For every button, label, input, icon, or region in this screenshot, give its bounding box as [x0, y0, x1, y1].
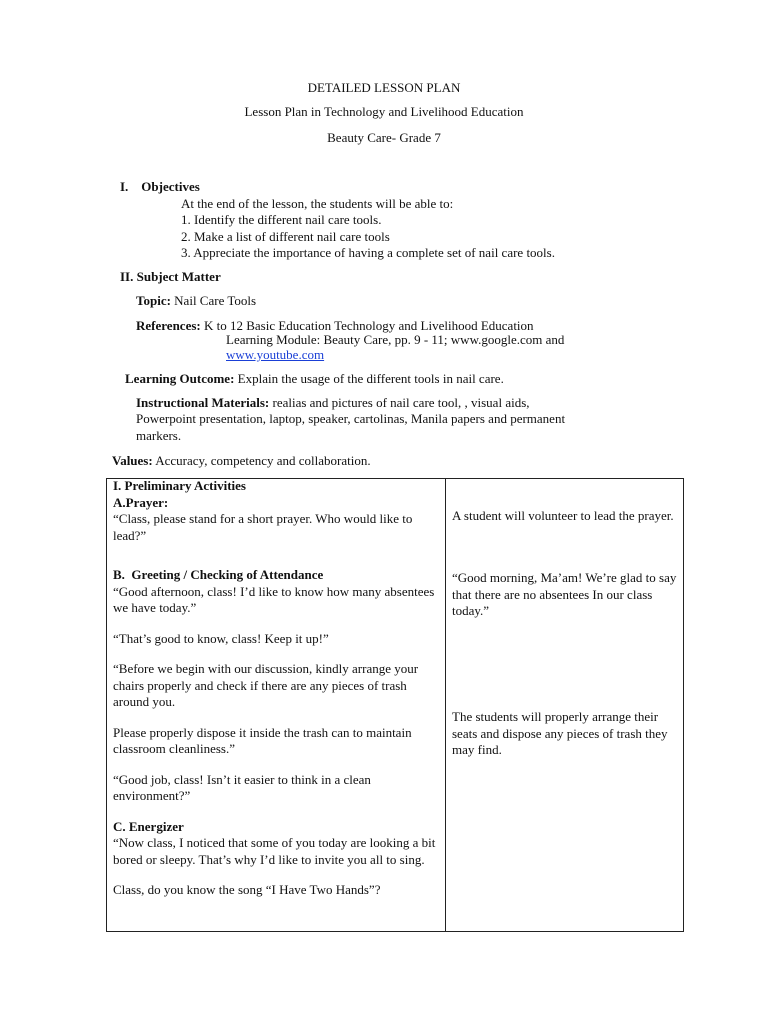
subject-matter-heading: II. Subject Matter	[120, 269, 221, 284]
instructional-materials-line-2: Powerpoint presentation, laptop, speaker, cartolinas, Manila papers and permanent	[136, 411, 566, 426]
student-good-morning-text: “Good morning, Ma’am! We’re glad to say that there are no absentees In our class today.”	[452, 570, 677, 618]
learning-outcome-line	[125, 371, 504, 387]
good-job-text: “Good job, class! Isn’t it easier to think in a clean environment?”	[113, 771, 371, 803]
document-subtitle: Lesson Plan in Technology and Livelihood Education	[244, 104, 524, 119]
instructional-materials-value: realias and pictures of nail care tool, , visual aids,	[272, 395, 530, 410]
references-link-line	[226, 347, 324, 363]
student-arrange-seats-text: The students will properly arrange their seats and dispose any pieces of trash they may find.	[452, 709, 668, 757]
values-label: Values:	[112, 453, 153, 468]
objective-item: 3. Appreciate the importance of having a complete set of nail care tools.	[181, 245, 555, 260]
objectives-heading: I. Objectives	[120, 179, 200, 194]
youtube-link[interactable]: www.youtube.com	[226, 347, 325, 362]
document-title: DETAILED LESSON PLAN	[307, 80, 461, 95]
dispose-trash-text: Please properly dispose it inside the trash can to maintain classroom cleanliness.”	[113, 724, 412, 756]
learning-outcome-label: Learning Outcome:	[125, 371, 235, 386]
instructional-materials-line	[136, 395, 530, 411]
learning-outcome-value: Explain the usage of the different tools in nail care.	[237, 371, 504, 386]
references-label: References:	[136, 318, 201, 333]
references-line-2: Learning Module: Beauty Care, pp. 9 - 11; www.google.com and	[226, 332, 565, 347]
prayer-heading: A.Prayer:	[113, 494, 169, 510]
arrange-chairs-text: “Before we begin with our discussion, kindly arrange your chairs properly and check if there are any pieces of trash around you.	[113, 661, 419, 709]
topic-label: Topic:	[136, 293, 171, 308]
instructional-materials-label: Instructional Materials:	[136, 395, 270, 410]
objective-item: 1. Identify the different nail care tools.	[181, 212, 382, 227]
grade-line: Beauty Care- Grade 7	[327, 130, 441, 145]
student-volunteer-text: A student will volunteer to lead the prayer.	[452, 508, 674, 523]
greeting-heading: B. Greeting / Checking of Attendance	[113, 567, 324, 582]
teacher-activities-column	[113, 478, 439, 899]
topic-line	[136, 293, 256, 309]
song-question-text: Class, do you know the song “I Have Two Hands”?	[113, 882, 381, 897]
energizer-text: “Now class, I noticed that some of you today are looking a bit bored or sleepy. That’s why I’d like to invite you all to sing.	[113, 835, 436, 867]
objective-item: 2. Make a list of different nail care tools	[181, 229, 390, 244]
good-to-know-text: “That’s good to know, class! Keep it up!”	[113, 630, 329, 646]
table-column-divider	[445, 478, 446, 932]
references-value: K to 12 Basic Education Technology and Livelihood Education	[203, 318, 534, 333]
energizer-heading: C. Energizer	[113, 818, 184, 834]
values-value: Accuracy, competency and collaboration.	[155, 453, 371, 468]
topic-value: Nail Care Tools	[174, 293, 257, 308]
instructional-materials-line-3: markers.	[136, 428, 182, 443]
prayer-text: “Class, please stand for a short prayer. Who would like to lead?”	[113, 511, 413, 543]
values-line	[112, 453, 371, 469]
preliminary-activities-heading: I. Preliminary Activities	[113, 478, 246, 493]
objectives-intro: At the end of the lesson, the students will be able to:	[181, 196, 454, 211]
greeting-text: “Good afternoon, class! I’d like to know how many absentees we have today.”	[113, 583, 435, 615]
